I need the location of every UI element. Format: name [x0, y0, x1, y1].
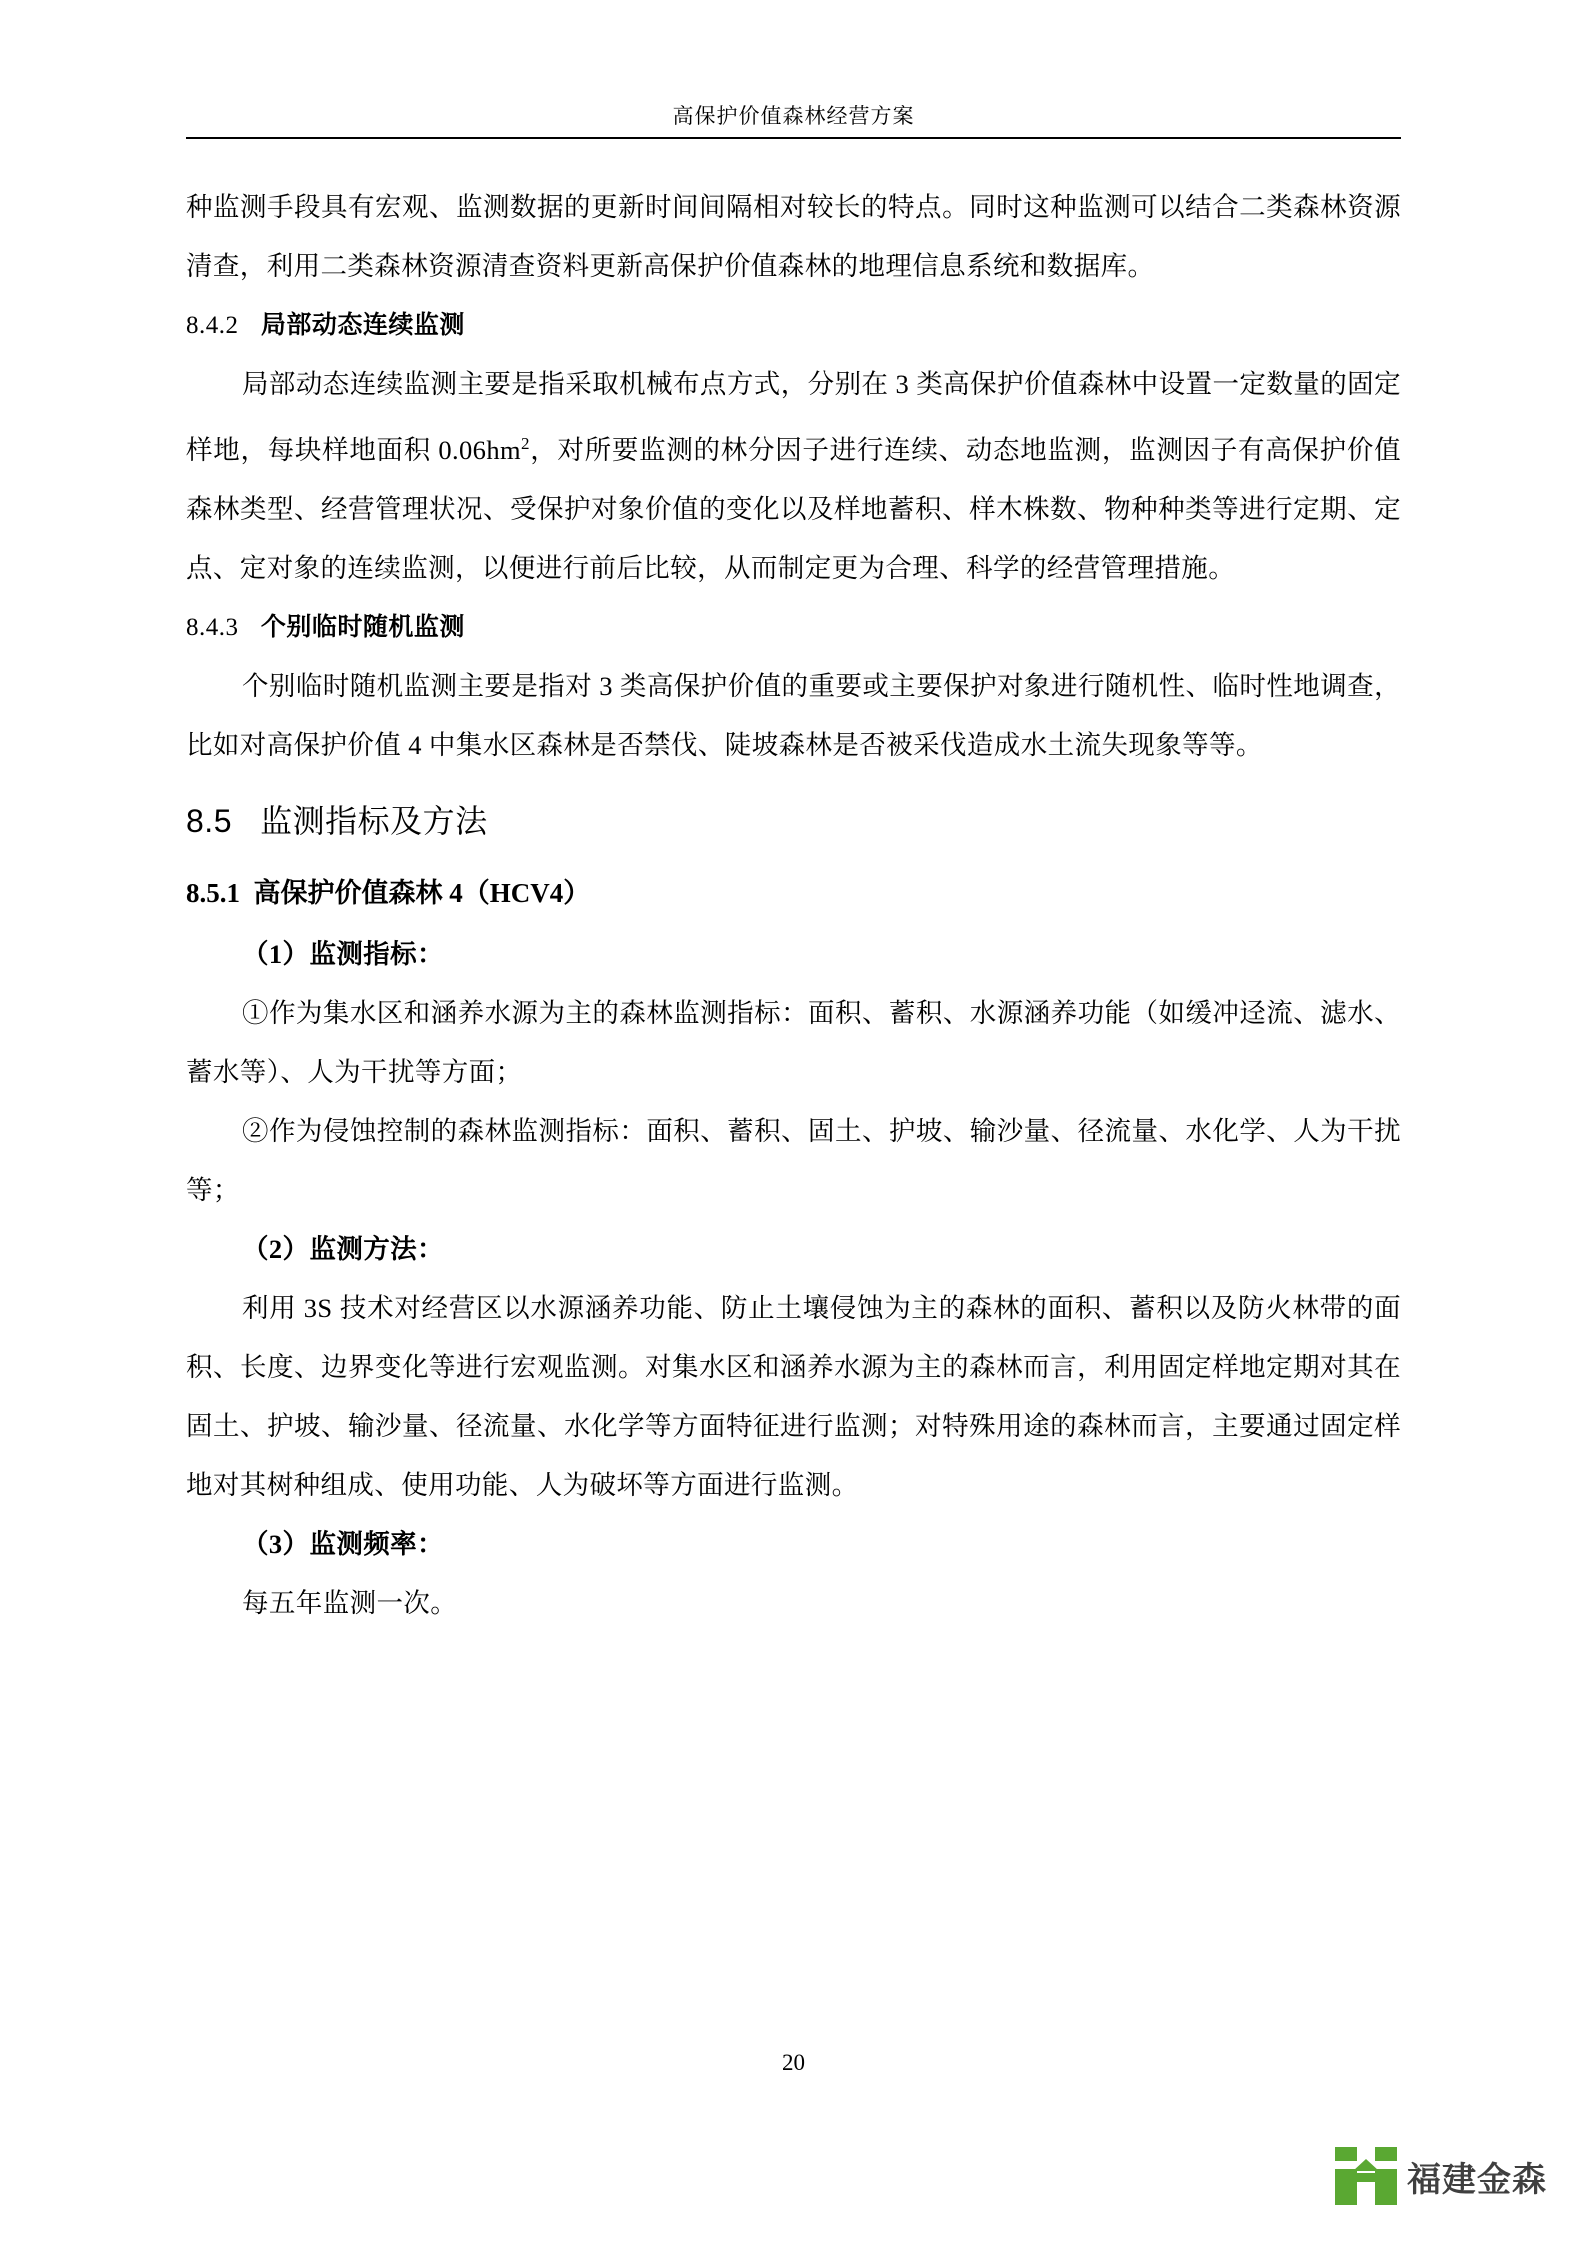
paragraph-8-4-2-part-b: ，对所要监测的林分因子进行连续、动态地监测，监测因子有高保护价值森林类型、经营管理状况、受保护对象价值的变化以及样地蓄积、样木株数、物种种类等进行定期、定点、定对象的连续监测，以便进行前后比较，从而制定更为合理、科学的经营管理措施。 [186, 434, 1401, 583]
page-content [186, 0, 1401, 2245]
heading-8-5-1-number: 8.5.1 [186, 877, 240, 908]
page-number: 20 [782, 2050, 805, 2075]
header-title: 高保护价值森林经营方案 [672, 105, 915, 128]
list-item-3-title: （3）监测频率： [242, 1528, 444, 1559]
heading-8-5-1-title: 高保护价值森林 4（HCV4） [253, 877, 591, 908]
list-item-1-a: ①作为集水区和涵养水源为主的森林监测指标：面积、蓄积、水源涵养功能（如缓冲迳流、滤水、蓄水等）、人为干扰等方面； [186, 997, 1401, 1087]
list-item-1-title: （1）监测指标： [242, 938, 444, 969]
paragraph-continued: 种监测手段具有宏观、监测数据的更新时间间隔相对较长的特点。同时这种监测可以结合二类森林资源清查，利用二类森林资源清查资料更新高保护价值森林的地理信息系统和数据库。 [186, 192, 1401, 281]
paragraph-8-4-3: 个别临时随机监测主要是指对 3 类高保护价值的重要或主要保护对象进行随机性、临时性地调查，比如对高保护价值 4 中集水区森林是否禁伐、陡坡森林是否被采伐造成水土流失现象等等。 [186, 670, 1401, 760]
logo-text: 福建金森 [1407, 2160, 1547, 2199]
heading-8-4-3-title: 个别临时随机监测 [260, 612, 465, 641]
header-divider [186, 137, 1401, 139]
heading-8-4-2-number: 8.4.2 [186, 312, 239, 339]
list-item-1-b: ②作为侵蚀控制的森林监测指标：面积、蓄积、固土、护坡、输沙量、径流量、水化学、人为干扰等； [186, 1115, 1401, 1205]
paragraph-8-4-2-part-a: 局部动态连续监测主要是指采取机械布点方式，分别在 3 类高保护价值森林中设置一定数量的固定样地，每块样地面积 0.06hm [186, 369, 1401, 465]
list-item-3-body: 每五年监测一次。 [242, 1587, 458, 1618]
page-header [186, 100, 1401, 130]
list-item-2-body: 利用 3S 技术对经营区以水源涵养功能、防止土壤侵蚀为主的森林的面积、蓄积以及防火林带的面积、长度、边界变化等进行宏观监测。对集水区和涵养水源为主的森林而言，利用固定样地定期对其在固土、护坡、输沙量、径流量、水化学等方面特征进行监测；对特殊用途的森林而言，主要通过固定样地对其树种组成、使用功能、人为破坏等方面进行监测。 [186, 1292, 1401, 1500]
heading-8-5-title: 监测指标及方法 [260, 802, 488, 839]
list-item-2-title: （2）监测方法： [242, 1233, 444, 1264]
heading-8-4-2 [186, 296, 1401, 355]
heading-8-5 [186, 781, 1401, 861]
document-body [186, 178, 1401, 1633]
heading-8-5-number: 8.5 [186, 802, 232, 839]
heading-8-4-3 [186, 598, 1401, 657]
heading-8-5-1 [186, 861, 1401, 925]
paragraph-8-4-2 [186, 355, 1401, 598]
heading-8-4-3-number: 8.4.3 [186, 613, 239, 641]
company-logo [1335, 2147, 1547, 2205]
heading-8-4-2-title: 局部动态连续监测 [260, 311, 465, 339]
logo-mark-icon [1335, 2147, 1397, 2205]
paragraph-8-4-2-superscript: 2 [520, 434, 530, 453]
